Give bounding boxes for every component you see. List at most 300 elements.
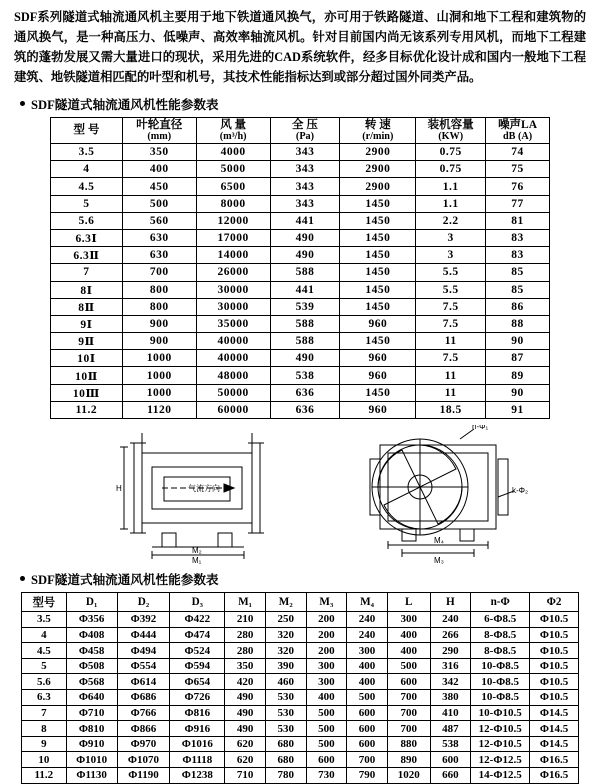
table-row	[51, 144, 550, 161]
table-cell: 680	[265, 752, 306, 768]
table-cell: 9Ⅰ	[51, 315, 123, 332]
table-cell: 4.5	[22, 643, 67, 659]
table-row	[22, 690, 579, 706]
table-cell: 266	[430, 627, 471, 643]
table-cell: 1.1	[416, 195, 486, 212]
table-row	[22, 767, 579, 783]
table-cell: 6-Φ8.5	[471, 612, 530, 628]
table-cell: 300	[387, 612, 430, 628]
table-cell: 12-Φ10.5	[471, 736, 530, 752]
table-cell: Φ14.5	[530, 721, 579, 737]
table-cell: 636	[270, 384, 340, 401]
table-cell: 600	[347, 705, 388, 721]
table-cell: 6500	[196, 178, 270, 195]
table-cell: 8Ⅱ	[51, 298, 123, 315]
table-cell: 300	[306, 658, 347, 674]
table-cell: 90	[486, 384, 550, 401]
table-cell: 538	[430, 736, 471, 752]
table-cell: 487	[430, 721, 471, 737]
table-cell: 1450	[340, 212, 416, 229]
table-cell: 1450	[340, 298, 416, 315]
table-row	[51, 229, 550, 246]
table-row	[51, 281, 550, 298]
table-cell: 530	[265, 721, 306, 737]
table-row	[51, 178, 550, 195]
table-cell: 85	[486, 264, 550, 281]
table-cell: Φ10.5	[530, 674, 579, 690]
table-cell: 8Ⅰ	[51, 281, 123, 298]
table-cell: 1450	[340, 229, 416, 246]
table-cell: Φ1016	[170, 736, 225, 752]
table-cell: 3.5	[51, 144, 123, 161]
table-cell: 7.5	[416, 298, 486, 315]
col-header-9: L	[387, 593, 430, 612]
table-cell: 81	[486, 212, 550, 229]
table-cell: 400	[347, 658, 388, 674]
table-cell: 5	[22, 658, 67, 674]
table-cell: 5.5	[416, 264, 486, 281]
table-cell: 600	[430, 752, 471, 768]
table-cell: 12000	[196, 212, 270, 229]
table-cell: 960	[340, 401, 416, 418]
dimension-parameter-table-2	[21, 592, 579, 784]
table-cell: 240	[430, 612, 471, 628]
table-cell: Φ1190	[117, 767, 170, 783]
col-header-6: M₂	[265, 593, 306, 612]
table-cell: 400	[387, 627, 430, 643]
table-cell: 343	[270, 161, 340, 178]
table-cell: 200	[306, 643, 347, 659]
table-cell: Φ866	[117, 721, 170, 737]
bullet-icon-2	[20, 576, 25, 581]
table-cell: 539	[270, 298, 340, 315]
table-cell: Φ356	[66, 612, 117, 628]
table-cell: 250	[265, 612, 306, 628]
table-cell: 1450	[340, 281, 416, 298]
col-header-motor-capacity: 装机容量 (KW)	[416, 117, 486, 143]
table-cell: 11	[416, 384, 486, 401]
table-cell: Φ970	[117, 736, 170, 752]
table-cell: 880	[387, 736, 430, 752]
table-cell: 490	[225, 705, 266, 721]
table-cell: Φ10.5	[530, 690, 579, 706]
table-cell: 500	[306, 705, 347, 721]
table-cell: 500	[122, 195, 196, 212]
table-cell: 780	[265, 767, 306, 783]
table-cell: Φ640	[66, 690, 117, 706]
col-header-2: D₁	[66, 593, 117, 612]
table-cell: 77	[486, 195, 550, 212]
table-cell: 8	[22, 721, 67, 737]
table-cell: 50000	[196, 384, 270, 401]
table-cell: 10Ⅰ	[51, 350, 123, 367]
table-cell: Φ458	[66, 643, 117, 659]
table-cell: 91	[486, 401, 550, 418]
section-title-2: SDF隧道式轴流通风机性能参数表	[31, 573, 219, 588]
table-cell: Φ408	[66, 627, 117, 643]
table-cell: Φ1130	[66, 767, 117, 783]
table-cell: 83	[486, 247, 550, 264]
table-cell: 6.3	[22, 690, 67, 706]
table-row	[22, 752, 579, 768]
table-cell: 600	[387, 674, 430, 690]
table-cell: 700	[122, 264, 196, 281]
table-cell: 400	[387, 643, 430, 659]
table-cell: 700	[387, 690, 430, 706]
table-cell: 630	[122, 247, 196, 264]
table-cell: 630	[122, 229, 196, 246]
table-cell: Φ910	[66, 736, 117, 752]
col-header-model: 型 号	[51, 117, 123, 143]
table-cell: 83	[486, 229, 550, 246]
table-cell: 1120	[122, 401, 196, 418]
table-cell: Φ14.5	[530, 705, 579, 721]
table-row	[22, 627, 579, 643]
table-row	[51, 247, 550, 264]
table-cell: 90	[486, 333, 550, 350]
table-cell: 280	[225, 627, 266, 643]
col-header-8: M₄	[347, 593, 388, 612]
table-cell: 1450	[340, 333, 416, 350]
table-cell: 588	[270, 333, 340, 350]
table-cell: Φ686	[117, 690, 170, 706]
table-cell: 320	[265, 643, 306, 659]
table-cell: Φ10.5	[530, 643, 579, 659]
table-cell: 342	[430, 674, 471, 690]
table-cell: 490	[270, 247, 340, 264]
table-cell: 17000	[196, 229, 270, 246]
table-cell: 85	[486, 281, 550, 298]
table-cell: 588	[270, 264, 340, 281]
label-n-phi1: n-Φ₁	[472, 425, 489, 432]
table-cell: Φ1238	[170, 767, 225, 783]
col-header-7: M₃	[306, 593, 347, 612]
table-row	[22, 736, 579, 752]
col-header-noise: 噪声LA dB (A)	[486, 117, 550, 143]
table-cell: 730	[306, 767, 347, 783]
label-m2: M₂	[192, 546, 202, 556]
table-cell: 10-Φ8.5	[471, 658, 530, 674]
table-cell: 9	[22, 736, 67, 752]
col-header-11: n-Φ	[471, 593, 530, 612]
table-cell: Φ816	[170, 705, 225, 721]
table-cell: 2900	[340, 178, 416, 195]
table-cell: 1000	[122, 384, 196, 401]
table-cell: Φ16.5	[530, 752, 579, 768]
table-cell: 210	[225, 612, 266, 628]
table-row	[51, 350, 550, 367]
table-cell: 660	[430, 767, 471, 783]
col-header-1: 型号	[22, 593, 67, 612]
table-cell: 1450	[340, 195, 416, 212]
table-cell: 400	[122, 161, 196, 178]
label-m3: M₃	[434, 556, 444, 566]
table-cell: 76	[486, 178, 550, 195]
table-cell: 400	[306, 690, 347, 706]
table-cell: 5	[51, 195, 123, 212]
table-row	[51, 315, 550, 332]
table-cell: 240	[347, 627, 388, 643]
table-row	[51, 298, 550, 315]
table-cell: 89	[486, 367, 550, 384]
table-cell: 1000	[122, 367, 196, 384]
table-cell: 10-Φ10.5	[471, 705, 530, 721]
table-cell: 7.5	[416, 315, 486, 332]
table-cell: 12-Φ12.5	[471, 752, 530, 768]
intro-paragraph: SDF系列隧道式轴流通风机主要用于地下铁道通风换气，亦可用于铁路隧道、山洞和地下工程和建筑物的通风换气，是一种高压力、低噪声、高效率轴流风机。针对目前国内尚无该系列专用风机，而地下工程建筑的蓬勃发展又需大量进口的现状，采用先进的CAD系统软件，经多目标优化设计成和国内一般地下工程建筑、地铁隧道相匹配的叶型和机号，其技术性能指标达到或部分超过国外同类产品。	[14, 10, 586, 84]
table-cell: 3	[416, 229, 486, 246]
table-cell: 620	[225, 736, 266, 752]
table-cell: 450	[122, 178, 196, 195]
label-m1: M₁	[192, 556, 202, 566]
label-k-phi2: k-Φ₂	[512, 486, 529, 496]
table-cell: 2900	[340, 144, 416, 161]
col-header-5: M₁	[225, 593, 266, 612]
table-cell: 500	[387, 658, 430, 674]
table-row	[22, 658, 579, 674]
table-cell: 10Ⅲ	[51, 384, 123, 401]
table-cell: 350	[225, 658, 266, 674]
table-cell: 960	[340, 350, 416, 367]
table-cell: 600	[347, 721, 388, 737]
table-cell: 40000	[196, 350, 270, 367]
table-cell: 75	[486, 161, 550, 178]
table-cell: 0.75	[416, 161, 486, 178]
table-cell: 343	[270, 178, 340, 195]
table-cell: 490	[270, 350, 340, 367]
table-cell: 790	[347, 767, 388, 783]
table-cell: 4	[51, 161, 123, 178]
table-cell: 700	[387, 705, 430, 721]
table-cell: 900	[122, 333, 196, 350]
table-row	[51, 212, 550, 229]
col-header-impeller-diameter: 叶轮直径 (mm)	[122, 117, 196, 143]
table-cell: 700	[387, 721, 430, 737]
table-cell: Φ494	[117, 643, 170, 659]
table-row	[22, 721, 579, 737]
table-cell: 600	[347, 736, 388, 752]
table-cell: 400	[347, 674, 388, 690]
table-cell: 1450	[340, 384, 416, 401]
table-row	[51, 161, 550, 178]
table-cell: 12-Φ10.5	[471, 721, 530, 737]
table-cell: 538	[270, 367, 340, 384]
table-cell: Φ726	[170, 690, 225, 706]
table-cell: 10	[22, 752, 67, 768]
section-heading-performance-table-2	[20, 569, 588, 588]
table-cell: 490	[225, 721, 266, 737]
col-header-3: D₂	[117, 593, 170, 612]
table-cell: 900	[122, 315, 196, 332]
table-cell: 960	[340, 315, 416, 332]
col-header-4: D₃	[170, 593, 225, 612]
label-h: H	[116, 484, 122, 494]
table-cell: 5.6	[51, 212, 123, 229]
table-cell: 636	[270, 401, 340, 418]
table-cell: 14-Φ12.5	[471, 767, 530, 783]
table-cell: 500	[306, 721, 347, 737]
table-cell: 10-Φ8.5	[471, 690, 530, 706]
table-cell: 5.5	[416, 281, 486, 298]
table-cell: 350	[122, 144, 196, 161]
table-cell: 3	[416, 247, 486, 264]
table-cell: 316	[430, 658, 471, 674]
table-cell: 1020	[387, 767, 430, 783]
table-cell: 35000	[196, 315, 270, 332]
table-cell: 26000	[196, 264, 270, 281]
table-cell: 200	[306, 627, 347, 643]
col-header-10: H	[430, 593, 471, 612]
col-header-rotation-speed: 转 速 (r/min)	[340, 117, 416, 143]
table-cell: Φ10.5	[530, 627, 579, 643]
table-cell: 441	[270, 212, 340, 229]
table-row	[22, 612, 579, 628]
section-title-1: SDF隧道式轴流通风机性能参数表	[31, 97, 219, 112]
table-cell: 343	[270, 195, 340, 212]
table-cell: 500	[347, 690, 388, 706]
table-row	[51, 195, 550, 212]
table-cell: 0.75	[416, 144, 486, 161]
table-cell: 8-Φ8.5	[471, 643, 530, 659]
table-cell: 380	[430, 690, 471, 706]
table-cell: 600	[306, 752, 347, 768]
table-cell: Φ614	[117, 674, 170, 690]
drawing-svg	[12, 425, 600, 565]
table-cell: Φ766	[117, 705, 170, 721]
table-cell: Φ916	[170, 721, 225, 737]
table-cell: 441	[270, 281, 340, 298]
label-m4: M₄	[434, 536, 444, 546]
table-cell: 86	[486, 298, 550, 315]
col-header-total-pressure: 全 压 (Pa)	[270, 117, 340, 143]
table-cell: 18.5	[416, 401, 486, 418]
table-cell: 4	[22, 627, 67, 643]
table-row	[51, 384, 550, 401]
table-cell: 1000	[122, 350, 196, 367]
table-row	[22, 643, 579, 659]
table-cell: 420	[225, 674, 266, 690]
table-cell: 11	[416, 367, 486, 384]
table-cell: 343	[270, 144, 340, 161]
section-heading-performance-table-1	[20, 94, 588, 113]
table-cell: Φ10.5	[530, 612, 579, 628]
table-row	[51, 264, 550, 281]
table-cell: 1.1	[416, 178, 486, 195]
table-cell: Φ16.5	[530, 767, 579, 783]
col-header-air-volume: 风 量 (m³/h)	[196, 117, 270, 143]
table-cell: 10Ⅱ	[51, 367, 123, 384]
table-cell: 1450	[340, 264, 416, 281]
table-cell: 60000	[196, 401, 270, 418]
table-cell: 48000	[196, 367, 270, 384]
table-cell: 390	[265, 658, 306, 674]
table-cell: 800	[122, 281, 196, 298]
table-cell: Φ392	[117, 612, 170, 628]
table-cell: 11.2	[22, 767, 67, 783]
table-cell: 4000	[196, 144, 270, 161]
table-cell: 2900	[340, 161, 416, 178]
table-cell: 240	[347, 612, 388, 628]
table-cell: 280	[225, 643, 266, 659]
table-cell: 490	[225, 690, 266, 706]
table-cell: 10-Φ8.5	[471, 674, 530, 690]
table-cell: 30000	[196, 281, 270, 298]
table-cell: 290	[430, 643, 471, 659]
technical-drawing	[12, 425, 588, 565]
table-cell: 11.2	[51, 401, 123, 418]
table-cell: 800	[122, 298, 196, 315]
table-cell: 530	[265, 690, 306, 706]
table-cell: Φ654	[170, 674, 225, 690]
table-cell: Φ508	[66, 658, 117, 674]
table-cell: 87	[486, 350, 550, 367]
table-cell: 700	[347, 752, 388, 768]
table-cell: Φ710	[66, 705, 117, 721]
table-cell: 2.2	[416, 212, 486, 229]
table-cell: 320	[265, 627, 306, 643]
table-cell: 300	[306, 674, 347, 690]
table-cell: Φ422	[170, 612, 225, 628]
table-cell: 5.6	[22, 674, 67, 690]
table-cell: 410	[430, 705, 471, 721]
table-cell: 588	[270, 315, 340, 332]
table-cell: 680	[265, 736, 306, 752]
table-cell: Φ810	[66, 721, 117, 737]
table-cell: 300	[347, 643, 388, 659]
table-row	[22, 705, 579, 721]
table-cell: 620	[225, 752, 266, 768]
table-cell: 500	[306, 736, 347, 752]
table-cell: 3.5	[22, 612, 67, 628]
table-cell: Φ1070	[117, 752, 170, 768]
table-cell: 200	[306, 612, 347, 628]
bullet-icon	[20, 101, 25, 106]
table-cell: Φ1010	[66, 752, 117, 768]
table-header-row	[51, 117, 550, 143]
table-cell: 7	[22, 705, 67, 721]
table-cell: 74	[486, 144, 550, 161]
table-cell: Φ554	[117, 658, 170, 674]
table-row	[51, 401, 550, 418]
table-cell: 4.5	[51, 178, 123, 195]
table-cell: Φ594	[170, 658, 225, 674]
table-cell: 8000	[196, 195, 270, 212]
table-cell: 11	[416, 333, 486, 350]
performance-parameter-table-1	[50, 117, 550, 419]
table-cell: 1450	[340, 247, 416, 264]
table-cell: 490	[270, 229, 340, 246]
table-cell: 530	[265, 705, 306, 721]
table-cell: Φ444	[117, 627, 170, 643]
table-cell: Φ14.5	[530, 736, 579, 752]
table-header-row-2	[22, 593, 579, 612]
table-cell: 14000	[196, 247, 270, 264]
table-cell: 460	[265, 674, 306, 690]
table-cell: Φ10.5	[530, 658, 579, 674]
table-cell: Φ1118	[170, 752, 225, 768]
table-cell: Φ474	[170, 627, 225, 643]
table-cell: Φ524	[170, 643, 225, 659]
label-airflow: 气流方向	[188, 484, 220, 494]
table-cell: Φ568	[66, 674, 117, 690]
table-cell: 6.3Ⅱ	[51, 247, 123, 264]
table-cell: 30000	[196, 298, 270, 315]
table-cell: 40000	[196, 333, 270, 350]
table-row	[51, 367, 550, 384]
table-cell: 960	[340, 367, 416, 384]
table-cell: 7.5	[416, 350, 486, 367]
col-header-12: Φ2	[530, 593, 579, 612]
